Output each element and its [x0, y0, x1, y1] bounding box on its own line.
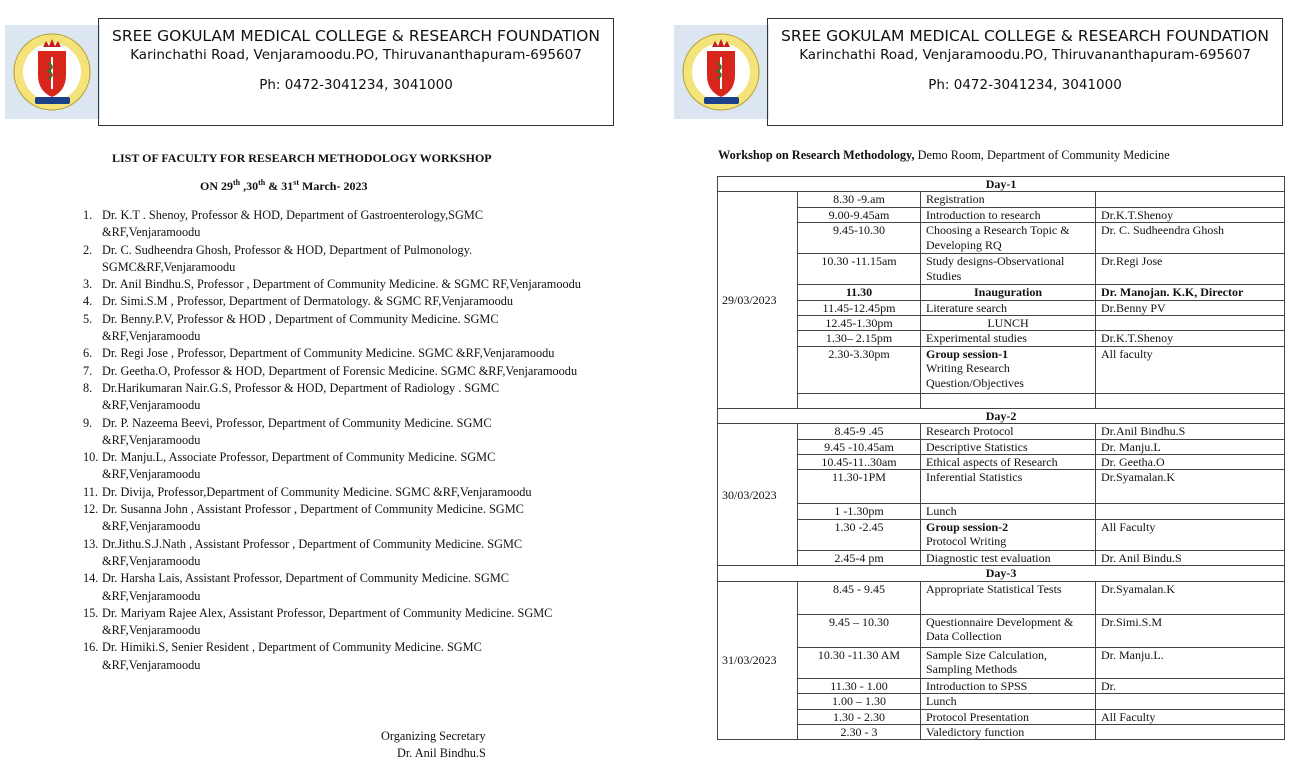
college-phone: Ph: 0472-3041234, 3041000	[259, 77, 453, 93]
session-faculty: Dr. Manju.L	[1096, 439, 1285, 454]
signature-name: Dr. Anil Bindhu.S	[397, 746, 486, 760]
schedule-row	[718, 455, 1285, 470]
college-logo	[674, 25, 769, 119]
faculty-list-number: 8.	[83, 380, 93, 395]
session-time: 1.30 -2.45	[798, 519, 921, 550]
session-time: 10.45-11..30am	[798, 455, 921, 470]
faculty-list	[83, 207, 583, 674]
session-topic: Diagnostic test evaluation	[921, 550, 1096, 565]
session-time: 2.30-3.30pm	[798, 346, 921, 393]
schedule-row	[718, 285, 1285, 300]
session-topic-text: Protocol Writing	[926, 534, 1007, 549]
session-time: 2.45-4 pm	[798, 550, 921, 565]
faculty-list-number: 16.	[83, 640, 99, 655]
faculty-list-page	[0, 0, 650, 765]
session-topic: Protocol Presentation	[921, 709, 1096, 724]
session-faculty: Dr.Syamalan.K	[1096, 581, 1285, 614]
session-faculty: Dr.Simi.S.M	[1096, 614, 1285, 647]
faculty-list-number: 10.	[83, 450, 99, 465]
faculty-list-number: 2.	[83, 242, 93, 257]
college-logo	[5, 25, 100, 119]
session-time: 11.30	[798, 285, 921, 300]
schedule-row	[718, 254, 1285, 285]
faculty-list-number: 15.	[83, 605, 99, 620]
group-session-label: Group session-1	[926, 346, 1009, 361]
faculty-list-text: Dr. Benny.P.V, Professor & HOD , Department of Community Medicine. SGMC &RF,Venjaramoodu	[102, 311, 499, 344]
faculty-list-text: Dr. K.T . Shenoy, Professor & HOD, Department of Gastroenterology,SGMC &RF,Venjaramoodu	[102, 208, 484, 240]
faculty-list-item	[83, 501, 583, 536]
faculty-list-number: 5.	[83, 311, 93, 326]
schedule-row	[718, 439, 1285, 454]
session-faculty	[1096, 192, 1285, 207]
workshop-schedule-table	[717, 176, 1285, 740]
faculty-list-text: Dr. C. Sudheendra Ghosh, Professor & HOD, Department of Pulmonology. SGMC&RF,Venjaramoodu	[102, 242, 473, 274]
faculty-list-text: Dr. Manju.L, Associate Professor, Department of Community Medicine. SGMC &RF,Venjaramoodu	[102, 450, 496, 482]
session-time: 9.00-9.45am	[798, 207, 921, 222]
session-time: 1 -1.30pm	[798, 504, 921, 519]
faculty-list-item	[83, 449, 583, 484]
faculty-list-item	[83, 536, 583, 571]
session-topic	[921, 393, 1096, 408]
faculty-list-text: Dr. Susanna John , Assistant Professor , Department of Community Medicine. SGMC &RF,Venjaramoodu	[102, 502, 524, 534]
session-faculty: Dr. C. Sudheendra Ghosh	[1096, 223, 1285, 254]
schedule-row	[718, 223, 1285, 254]
faculty-list-text: Dr. Divija, Professor,Department of Community Medicine. SGMC &RF,Venjaramoodu	[102, 484, 532, 499]
session-time: 9.45-10.30	[798, 223, 921, 254]
faculty-list-number: 3.	[83, 277, 93, 292]
session-date: 31/03/2023	[718, 581, 798, 740]
session-topic: Lunch	[921, 504, 1096, 519]
day-label: Day-1	[718, 177, 1285, 192]
session-topic: Descriptive Statistics	[921, 439, 1096, 454]
session-faculty: Dr. Geetha.O	[1096, 455, 1285, 470]
session-time: 8.45-9 .45	[798, 424, 921, 439]
schedule-row	[718, 550, 1285, 565]
session-faculty	[1096, 694, 1285, 709]
session-topic-text: Writing Research Question/Objectives	[926, 361, 1024, 390]
session-topic: Appropriate Statistical Tests	[921, 581, 1096, 614]
faculty-list-item	[83, 639, 583, 674]
faculty-list-number: 7.	[83, 363, 93, 378]
session-faculty: All Faculty	[1096, 519, 1285, 550]
session-faculty: Dr.Anil Bindhu.S	[1096, 424, 1285, 439]
session-topic: Sample Size Calculation, Sampling Methods	[921, 647, 1096, 678]
session-topic	[921, 346, 1096, 393]
college-logo-crest-icon	[674, 25, 769, 119]
session-topic: Registration	[921, 192, 1096, 207]
session-topic: Literature search	[921, 300, 1096, 315]
faculty-list-text: Dr.Harikumaran Nair.G.S, Professor & HOD, Department of Radiology . SGMC &RF,Venjaramoodu	[102, 380, 500, 413]
schedule-row	[718, 346, 1285, 393]
faculty-list-number: 9.	[83, 415, 93, 430]
faculty-list-item	[83, 484, 583, 501]
schedule-row	[718, 678, 1285, 693]
faculty-list-text: Dr.Jithu.S.J.Nath , Assistant Professor , Department of Community Medicine. SGMC &RF,Venjaramoodu	[102, 536, 523, 568]
faculty-list-text: Dr. Harsha Lais, Assistant Professor, Department of Community Medicine. SGMC &RF,Venjaramoodu	[102, 571, 509, 603]
schedule-row	[718, 614, 1285, 647]
session-faculty: Dr. Manju.L.	[1096, 647, 1285, 678]
letterhead	[98, 18, 614, 126]
session-faculty: Dr. Anil Bindu.S	[1096, 550, 1285, 565]
session-topic: Research Protocol	[921, 424, 1096, 439]
session-time: 1.30– 2.15pm	[798, 331, 921, 346]
college-address: Karinchathi Road, Venjaramoodu.PO, Thiruvananthapuram-695607	[799, 47, 1251, 63]
session-faculty	[1096, 724, 1285, 739]
faculty-list-item	[83, 311, 583, 346]
session-faculty: Dr.K.T.Shenoy	[1096, 331, 1285, 346]
session-faculty: Dr.Benny PV	[1096, 300, 1285, 315]
letterhead	[767, 18, 1283, 126]
session-time: 11.30-1PM	[798, 470, 921, 504]
faculty-list-text: Dr. Mariyam Rajee Alex, Assistant Professor, Department of Community Medicine. SGMC &RF,Venjaramoodu	[102, 605, 553, 638]
faculty-list-item	[83, 345, 583, 362]
session-topic: Lunch	[921, 694, 1096, 709]
session-time: 10.30 -11.30 AM	[798, 647, 921, 678]
session-faculty: Dr.Regi Jose	[1096, 254, 1285, 285]
college-address: Karinchathi Road, Venjaramoodu.PO, Thiruvananthapuram-695607	[130, 47, 582, 63]
session-time: 12.45-1.30pm	[798, 316, 921, 331]
session-faculty: Dr.Syamalan.K	[1096, 470, 1285, 504]
session-time: 11.30 - 1.00	[798, 678, 921, 693]
day-label: Day-2	[718, 408, 1285, 423]
session-time: 1.00 – 1.30	[798, 694, 921, 709]
session-faculty: All Faculty	[1096, 709, 1285, 724]
faculty-list-text: Dr. Himiki.S, Senier Resident , Department of Community Medicine. SGMC &RF,Venjaramoodu	[102, 640, 482, 672]
session-topic: Ethical aspects of Research	[921, 455, 1096, 470]
session-time: 10.30 -11.15am	[798, 254, 921, 285]
session-topic: Study designs-Observational Studies	[921, 254, 1096, 285]
session-topic: LUNCH	[921, 316, 1096, 331]
session-faculty: Dr.K.T.Shenoy	[1096, 207, 1285, 222]
signature-role: Organizing Secretary	[381, 729, 486, 743]
faculty-list-text: Dr. Simi.S.M , Professor, Department of Dermatology. & SGMC RF,Venjaramoodu	[102, 294, 514, 309]
schedule-row	[718, 393, 1285, 408]
session-time	[798, 393, 921, 408]
schedule-row	[718, 647, 1285, 678]
session-topic: Choosing a Research Topic & Developing RQ	[921, 223, 1096, 254]
faculty-list-number: 4.	[83, 294, 93, 309]
session-faculty	[1096, 504, 1285, 519]
schedule-row	[718, 694, 1285, 709]
session-time: 9.45 – 10.30	[798, 614, 921, 647]
session-time: 11.45-12.45pm	[798, 300, 921, 315]
faculty-list-number: 14.	[83, 571, 99, 586]
day-header-row	[718, 177, 1285, 192]
schedule-row	[718, 581, 1285, 614]
session-faculty: All faculty	[1096, 346, 1285, 393]
college-name: SREE GOKULAM MEDICAL COLLEGE & RESEARCH FOUNDATION	[781, 27, 1269, 45]
session-topic: Experimental studies	[921, 331, 1096, 346]
schedule-row	[718, 192, 1285, 207]
schedule-row	[718, 504, 1285, 519]
day-header-row	[718, 566, 1285, 581]
session-topic: Questionnaire Development & Data Collection	[921, 614, 1096, 647]
faculty-list-item	[83, 363, 583, 380]
session-time: 8.30 -9.am	[798, 192, 921, 207]
session-date: 29/03/2023	[718, 192, 798, 408]
session-faculty	[1096, 316, 1285, 331]
faculty-list-number: 13.	[83, 536, 99, 551]
session-topic: Valedictory function	[921, 724, 1096, 739]
session-topic: Inferential Statistics	[921, 470, 1096, 504]
day-header-row	[718, 408, 1285, 423]
faculty-list-item	[83, 293, 583, 310]
session-topic: Inauguration	[921, 285, 1096, 300]
faculty-list-text: Dr. Anil Bindhu.S, Professor , Department of Community Medicine. & SGMC RF,Venjaramoodu	[102, 277, 581, 292]
faculty-list-item	[83, 380, 583, 415]
session-topic	[921, 519, 1096, 550]
session-time: 9.45 -10.45am	[798, 439, 921, 454]
faculty-list-text: Dr. Geetha.O, Professor & HOD, Department of Forensic Medicine. SGMC &RF,Venjaramoodu	[102, 363, 578, 378]
faculty-list-item	[83, 207, 583, 242]
schedule-row	[718, 724, 1285, 739]
session-faculty	[1096, 393, 1285, 408]
workshop-venue-title: Workshop on Research Methodology, Demo Room, Department of Community Medicine	[718, 148, 1170, 162]
session-faculty: Dr. Manojan. K.K, Director	[1096, 285, 1285, 300]
college-logo-crest-icon	[5, 25, 100, 119]
faculty-list-text: Dr. P. Nazeema Beevi, Professor, Department of Community Medicine. SGMC &RF,Venjaramoodu	[102, 415, 492, 447]
schedule-row	[718, 709, 1285, 724]
session-time: 2.30 - 3	[798, 724, 921, 739]
session-time: 8.45 - 9.45	[798, 581, 921, 614]
faculty-list-item	[83, 276, 583, 293]
schedule-row	[718, 300, 1285, 315]
session-topic: Introduction to research	[921, 207, 1096, 222]
schedule-row	[718, 424, 1285, 439]
college-phone: Ph: 0472-3041234, 3041000	[928, 77, 1122, 93]
faculty-list-number: 11.	[83, 484, 98, 499]
schedule-row	[718, 470, 1285, 504]
faculty-list-title: LIST OF FACULTY FOR RESEARCH METHODOLOGY WORKSHOP	[112, 151, 492, 165]
day-label: Day-3	[718, 566, 1285, 581]
session-time: 1.30 - 2.30	[798, 709, 921, 724]
faculty-list-item	[83, 242, 583, 277]
schedule-row	[718, 331, 1285, 346]
college-name: SREE GOKULAM MEDICAL COLLEGE & RESEARCH FOUNDATION	[112, 27, 600, 45]
faculty-list-item	[83, 415, 583, 450]
schedule-row	[718, 207, 1285, 222]
schedule-row	[718, 519, 1285, 550]
faculty-list-item	[83, 605, 583, 640]
faculty-list-number: 1.	[83, 208, 93, 222]
schedule-row	[718, 316, 1285, 331]
session-date: 30/03/2023	[718, 424, 798, 566]
faculty-list-text: Dr. Regi Jose , Professor, Department of Community Medicine. SGMC &RF,Venjaramoodu	[102, 346, 555, 361]
faculty-list-number: 12.	[83, 502, 99, 517]
session-faculty: Dr.	[1096, 678, 1285, 693]
faculty-list-item	[83, 570, 583, 605]
faculty-list-number: 6.	[83, 346, 93, 361]
workshop-dates: ON 29th ,30th & 31st March- 2023	[200, 178, 368, 193]
session-topic: Introduction to SPSS	[921, 678, 1096, 693]
group-session-label: Group session-2	[926, 519, 1009, 534]
